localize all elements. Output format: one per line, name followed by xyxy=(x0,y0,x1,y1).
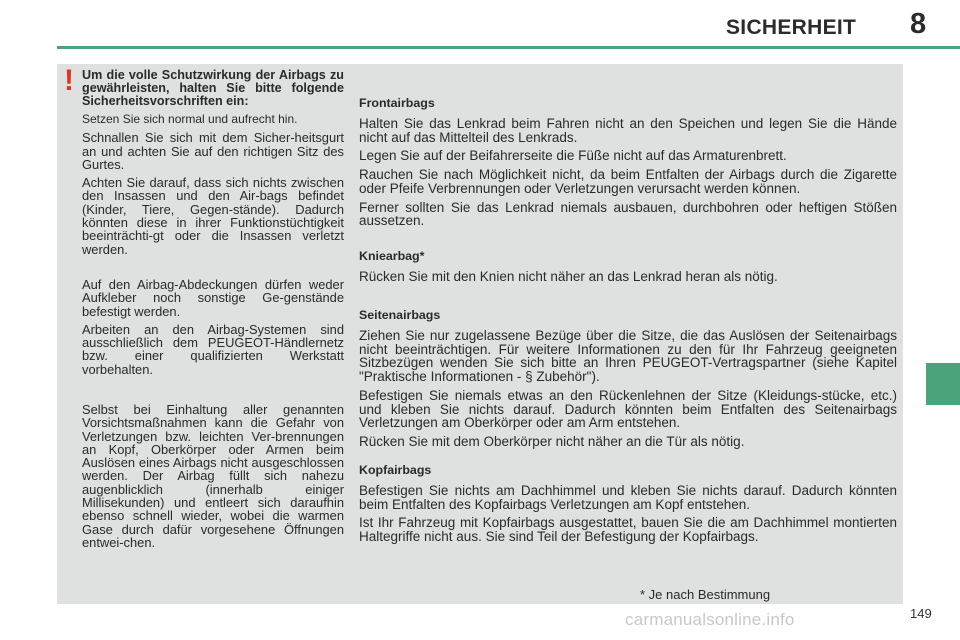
section-kniearbag xyxy=(359,250,897,289)
page-title: SICHERHEIT xyxy=(726,16,857,39)
warning-paragraph: Arbeiten an den Airbag-Systemen sind ausschließlich dem PEUGEOT-Händlernetz bzw. einer qualifizierten Werkstatt vorbehalten. xyxy=(82,321,344,377)
section-paragraph: Legen Sie auf der Beifahrerseite die Füße nicht auf das Armaturenbrett. xyxy=(359,148,787,164)
section-paragraph: Rücken Sie mit dem Oberkörper nicht näher an die Tür als nötig. xyxy=(359,433,745,449)
section-paragraph: Rücken Sie mit den Knien nicht näher an das Lenkrad heran als nötig. xyxy=(359,269,778,284)
section-paragraph: Halten Sie das Lenkrad beim Fahren nicht an den Speichen und legen Sie die Hände nicht auf das Mittelteil des Lenkrads. xyxy=(359,116,897,145)
watermark: carmanualsonline.info xyxy=(625,610,795,629)
section-kopfairbags xyxy=(359,464,897,549)
section-heading: Frontairbags xyxy=(359,96,435,110)
warning-block-3 xyxy=(82,403,344,554)
section-heading: Kniearbag* xyxy=(359,249,425,263)
section-paragraph: Befestigen Sie niemals etwas an den Rückenlehnen der Sitze (Kleidungs-stücke, etc.) und kleben Sie nichts darauf. Dadurch könnten beim Entfalten des Seitenairbags Verletzungen am Oberkörper oder am Arm entstehen. xyxy=(359,387,897,431)
warning-block xyxy=(82,69,344,261)
chapter-side-tab xyxy=(926,363,960,405)
warning-paragraph: Schnallen Sie sich mit dem Sicher-heitsgurt an und achten Sie auf den richtigen Sitz des Gurtes. xyxy=(82,130,344,172)
section-heading: Kopfairbags xyxy=(359,463,432,477)
warning-paragraph: Achten Sie darauf, dass sich nichts zwischen den Insassen und den Air-bags befindet (Kinder, Tiere, Gegen-stände). Dadurch könnten diese in ihrer Funktionstüchtigkeit beeinträchti-gt oder die Insassen verletzt werden. xyxy=(82,175,344,257)
footnote: * Je nach Bestimmung xyxy=(640,587,771,602)
section-heading: Seitenairbags xyxy=(359,308,441,322)
page-number: 149 xyxy=(910,606,932,621)
warning-title: Um die volle Schutzwirkung der Airbags zu gewährleisten, halten Sie bitte folgende Sicherheitsvorschriften ein: xyxy=(82,68,344,108)
section-paragraph: Befestigen Sie nichts am Dachhimmel und kleben Sie nichts darauf. Dadurch könnten beim Entfalten des Kopfairbags Verletzungen am Kopf entstehen. xyxy=(359,483,897,512)
warning-icon: ! xyxy=(64,64,74,97)
section-paragraph: Rauchen Sie nach Möglichkeit nicht, da beim Entfalten der Airbags durch die Zigarette oder Pfeife Verbrennungen oder Verletzungen verursacht werden können. xyxy=(359,167,897,196)
warning-paragraph: Auf den Airbag-Abdeckungen dürfen weder Aufkleber noch sonstige Ge-genstände befestigt werden. xyxy=(82,277,344,319)
warning-paragraph: Selbst bei Einhaltung aller genannten Vorsichtsmaßnahmen kann die Gefahr von Verletzungen bzw. leichten Ver-brennungen an Kopf, Oberkörper oder Armen beim Auslösen eines Airbags nicht ausgeschlossen werden. Der Airbag füllt sich nahezu augenblicklich (innerhalb einiger Millisekunden) und entleert sich daraufhin ebenso schnell wieder, wobei die warmen Gase durch dafür vorgesehene Öffnungen entwei-chen. xyxy=(82,402,344,550)
warning-block-2 xyxy=(82,278,344,381)
section-frontairbags xyxy=(359,97,897,233)
header-divider xyxy=(57,46,960,49)
section-paragraph: Ist Ihr Fahrzeug mit Kopfairbags ausgestattet, bauen Sie die am Dachhimmel montierten Haltegriffe nicht aus. Sie sind Teil der Befestigung der Kopfairbags. xyxy=(359,515,897,545)
section-paragraph: Ferner sollten Sie das Lenkrad niemals ausbauen, durchbohren oder heftigen Stößen aussetzen. xyxy=(359,199,897,229)
section-seitenairbags xyxy=(359,309,897,454)
warning-subtitle: Setzen Sie sich normal und aufrecht hin. xyxy=(82,112,298,126)
chapter-number: 8 xyxy=(910,8,927,40)
section-paragraph: Ziehen Sie nur zugelassene Bezüge über die Sitze, die das Auslösen der Seitenairbags nicht beeinträchtigen. Für weitere Informationen zu den für Ihr Fahrzeug geeigneten Sitzbezügen wenden Sie sich bitte an Ihren PEUGEOT-Vertragspartner (siehe Kapitel "Praktische Informationen - § Zubehör"). xyxy=(359,328,897,385)
